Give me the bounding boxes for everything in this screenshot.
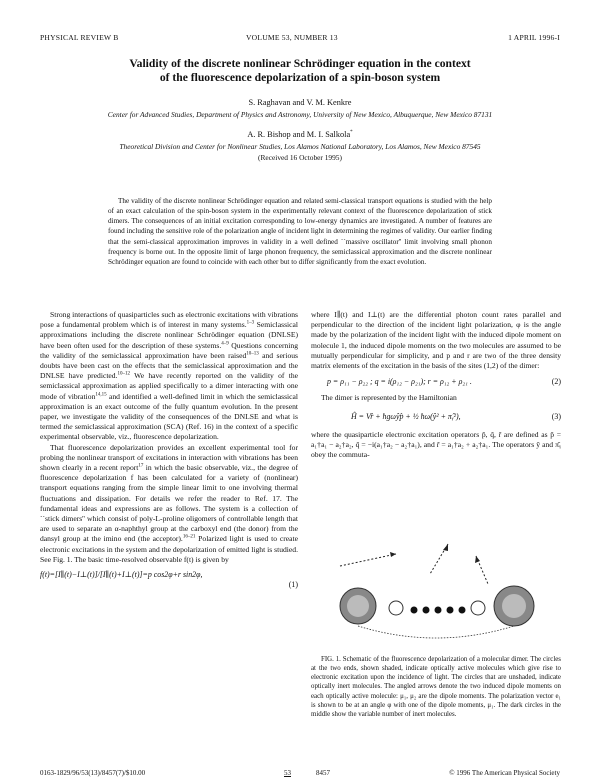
dipole-arrowhead	[443, 544, 448, 551]
right-paragraph-1: where I∥(t) and I⊥(t) are the differential photon count rates parallel and perpendicular to the direction of the incident light polarization, φ is the angle made by the polarization of the incident light with the induced dipole moment on molecule 1, the induced dipole moments on the two molecules are assumed to be mutually perpendicular for simplicity, and p and r are two of the three density matrix elements of the excitation in the basis of the sites (1,2) of the dimer:	[311, 310, 561, 371]
author-footnote-mark: *	[350, 130, 353, 136]
dipole-arrowhead	[475, 556, 480, 563]
page-number: 8457	[316, 769, 330, 777]
citation: 1–3	[246, 320, 255, 326]
inert-chain-dot	[447, 607, 454, 614]
authors-1: S. Raghavan and V. M. Kenkre	[248, 98, 352, 107]
equation-3: Ĥ = Vr̂ + ħgωŷp̂ + ½ ħω(ŷ² + π̂ᵧ²), (3)	[351, 411, 561, 421]
footer-issn: 0163-1829/96/53(13)/8457(7)/$10.00	[40, 769, 146, 777]
equation-2: p = ρ₁₁ − ρ₂₂ ; q = i(ρ₁₂ − ρ₂₁); r = ρ₁₂ + ρ₂₁ . (2)	[327, 377, 561, 387]
right-paragraph-2: The dimer is represented by the Hamiltonian	[321, 393, 457, 403]
authors-2-names: A. R. Bishop and M. I. Salkola	[247, 130, 351, 139]
equation-1: f(t)=[I∥(t)−I⊥(t)]/[I∥(t)+I⊥(t)]=p cos2φ+r sin2φ,	[40, 570, 203, 580]
inert-chain-dot	[459, 607, 466, 614]
title-line-1: Validity of the discrete nonlinear Schrödinger equation in the context	[129, 57, 471, 70]
figure-1-caption: FIG. 1. Schematic of the fluorescence depolarization of a molecular dimer. The circles at the two ends, shown shaded, indicate optically active molecules which give rise to electronic excitation upon the incidence of light. The circles that are unshaded, indicate optically inert molecules. The angled arrows denote the two induced dipole moments on each optically active molecule: μ₁, μ₂ are the dipole moments. The polarization vector e₁ is shown to be at an angle φ with one of the dipole moments, μ₁. The dark circles in the middle show the variable number of inert molecules.	[311, 656, 561, 718]
volume-number: VOLUME 53, NUMBER 13	[246, 33, 338, 42]
right-paragraph-3: where the quasiparticle electronic excitation operators p̂, q̂, r̂ are defined as p̂ = a₁†a₁ − a₂†a₂, q̂ = −i(a₁†a₂ − a₂†a₁), and r̂ = a₁†a₂ + a₂†a₁. The operators ŷ and π̂ᵧ obey the commuta-	[311, 429, 561, 460]
affiliation-1: Center for Advanced Studies, Department of Physics and Astronomy, University of New Mexico, Albuquerque, New Mexico 87131	[107, 110, 493, 119]
citation: 10–13	[246, 351, 259, 357]
figure-1-schematic	[318, 526, 558, 646]
inert-chain-dot	[411, 607, 418, 614]
affiliation-2: Theoretical Division and Center for Nonlinear Studies, Los Alamos National Laboratory, Los Alamos, New Mexico 87545	[119, 142, 481, 151]
polarization-vector	[340, 554, 396, 566]
right-column	[311, 310, 561, 460]
citation: 14,15	[95, 392, 107, 398]
inert-molecule-circle	[389, 601, 403, 615]
inert-molecule-circle	[471, 601, 485, 615]
citation: 17	[138, 463, 144, 469]
active-molecule-inner	[347, 595, 369, 617]
authors-2	[40, 130, 560, 139]
intro-paragraph-2: That fluorescence depolarization provides an excellent experimental tool for probing the nonlinear transport of excitations in interaction with vibrations has been shown clearly in a recent report$^{17}$ in which the basic observable, viz., the degree of fluorescence depolarization f has been calculated for a variety of (nonlinear) transport equations ranging from the simple linear limit to one involving thermal fluctuations and dissipation. For details we refer the reader to Ref. 17. The fundamental ideas and expressions are as follows. The system is a collection of ``stick dimers'' which consist of poly-L-proline oligomers of controllable length that are used to separate an α-naphthyl group at the carboxyl end (the donor) from the dansyl group at the imino end (the acceptor).$^{16-21}$ Polarized light is used to create electronic excitations in the system and the depolarization of emitted light is studied. See Fig. 1. The basic time-resolved observable f(t) is given by	[40, 442, 298, 564]
journal-name: PHYSICAL REVIEW B	[40, 33, 119, 42]
citation: 10–12	[117, 371, 130, 377]
inert-chain-dot	[423, 607, 430, 614]
dipole-arc	[358, 626, 514, 638]
citation: 4–9	[221, 341, 229, 347]
left-column	[40, 310, 298, 590]
equation-2-number: (2)	[551, 377, 561, 387]
received-date: (Received 16 October 1995)	[258, 153, 342, 162]
abstract: The validity of the discrete nonlinear Schrödinger equation and related semi-classical transport equations is studied with the help of an exact calculation of the spin-boson system in the experimentally relevant context of the fluorescence depolarization of stick dimers. The consequences of an initial excitation corresponding to low-energy dynamics are investigated. A number of features are found including the sensitive role of the polarization angle of incident light in determining the regimes of validity. Our earlier finding that the semi-classical approximation improves in validity in a well defined ``massive oscillator'' limit involving small phonon frequency is borne out. In the opposite limit of large phonon frequency, the semiclassical approximation and the discrete nonlinear Schrödinger equation are found to coincide with each other but to differ significantly from the exact evolution.	[108, 197, 492, 266]
citation: 16–21	[182, 534, 196, 540]
inert-chain-dot	[435, 607, 442, 614]
equation-3-number: (3)	[551, 411, 561, 421]
title-line-2: of the fluorescence depolarization of a spin-boson system	[159, 71, 441, 84]
active-molecule-inner	[502, 594, 526, 618]
intro-paragraph-1: Strong interactions of quasiparticles such as electronic excitations with vibrations pose a fundamental problem which is of interest in many systems.$^{1-3}$ Semiclassical approximations including the discrete nonlinear Schrödinger equation (DNLSE) have been often used for the description of these systems.$^{4-9}$ Questions concerning the validity of the semiclassical approximation have been raised$^{10-13}$ and serious doubts have been cast on the effects that the semiclassical approximation and the DNLSE have predicted.$^{10-12}$ We have recently reported on the validity of the semiclassical approximation as applied specifically to a dimer interacting with one mode of vibration$^{14,15}$ and identified a well-defined limit in which the semiclassical approximation is an exact outcome of the fully quantum evolution. In the present paper, we investigate the validity of the consequences of the DNLSE and what is termed the semiclassical approximation (SCA) (Ref. 16) in the context of a specific experimental observable, viz., fluorescence depolarization.	[40, 310, 299, 442]
paper-title	[40, 57, 560, 85]
issue-date: 1 APRIL 1996-I	[508, 33, 560, 42]
equation-1-number: (1)	[288, 580, 298, 590]
footer-copyright: © 1996 The American Physical Society	[449, 769, 560, 777]
polarization-arrowhead	[390, 552, 396, 557]
footer-volume: 53	[284, 769, 291, 777]
